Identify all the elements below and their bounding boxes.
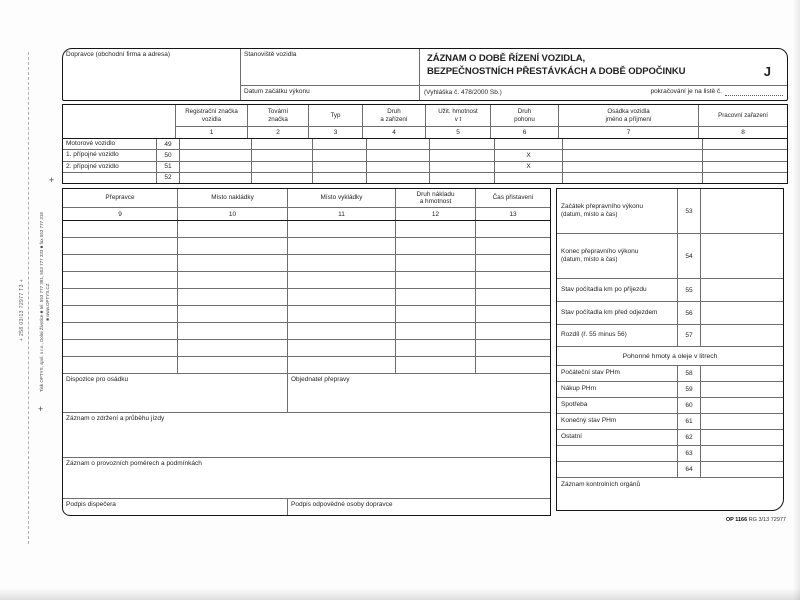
row-number: 62 [677, 430, 701, 445]
print-batch-code: RG 3/13 72977 [748, 517, 786, 523]
fuel-type-mark [495, 139, 563, 149]
cargo-header-labels [63, 189, 550, 207]
table-row-trailer-1 [63, 150, 787, 161]
col-header-payload: Užit. hmotnost v t [426, 105, 491, 126]
vehicle-table-header [63, 105, 787, 139]
col-header-cargo-kind: Druh nákladu a hmotnost [396, 189, 476, 207]
row-value-cell [701, 234, 783, 278]
row-value-cell [701, 398, 783, 413]
col-number: 9 [63, 208, 178, 220]
col-header-loading-place: Místo nakládky [178, 189, 288, 207]
col-number: 12 [396, 208, 476, 220]
row-number: 54 [677, 234, 701, 278]
col-number: 6 [491, 127, 559, 138]
transport-orderer-cell [288, 374, 550, 412]
form-title-line2: BEZPEČNOSTNÍCH PŘESTÁVKÁCH A DOBĚ ODPOČINKU [427, 65, 686, 77]
scan-shadow-bottom [0, 588, 800, 600]
row-value-cell [701, 462, 783, 477]
carrier-signature-cell [288, 499, 550, 515]
perforation-dashed-line [28, 52, 29, 544]
col-number: 5 [426, 127, 491, 138]
col-number: 7 [559, 127, 699, 138]
panel-row-56 [557, 302, 783, 325]
row-value-cell [701, 325, 783, 346]
row-value-cell [701, 189, 783, 233]
form-header-box [62, 48, 788, 101]
inspection-record-label: Záznam kontrolních orgánů [561, 481, 641, 488]
station-cell [241, 49, 420, 100]
col-number: 10 [178, 208, 288, 220]
panel-row-58 [557, 366, 783, 382]
printer-imprint-line2: ■ www.OPTYS.CZ [45, 283, 50, 321]
row-label: Konečný stav PHm [561, 417, 617, 425]
row-value-cell [701, 430, 783, 445]
row-number: 59 [677, 382, 701, 397]
performance-panel [556, 188, 784, 511]
row-number: 64 [677, 462, 701, 477]
panel-row-61 [557, 414, 783, 430]
dispatcher-signature-label: Podpis dispečera [66, 501, 116, 508]
cargo-empty-row [63, 323, 550, 340]
table-row-trailer-2 [63, 162, 787, 173]
row-sublabel: (datum, místo a čas) [561, 256, 618, 264]
row-label: Nákup PHm [561, 385, 597, 393]
edge-print-code: + 258 03/13 72977 T3 + [19, 278, 25, 342]
fuel-type-mark: X [495, 162, 563, 172]
row-value-cell [701, 279, 783, 301]
row-value-cell [701, 414, 783, 429]
col-number: 4 [363, 127, 426, 138]
row-label: 1. přípojné vozidlo [63, 150, 157, 160]
carrier-signature-label: Podpis odpovědné osoby dopravce [291, 501, 393, 508]
row-label: Začátek přepravního výkonu [561, 202, 644, 210]
col-header-carrier: Přepravce [63, 189, 178, 207]
row-label: Stav počítadla km před odjezdem [561, 308, 658, 316]
printer-imprint-line1: Tisk OPTYS, spol. s r.o., Dolní Životice ■ tel. 553 777 381, 553 777 333 ■ fax 553 777 318 [38, 212, 44, 392]
form-title-line1: ZÁZNAM O DOBĚ ŘÍZENÍ VOZIDLA, [427, 53, 586, 64]
row-number: 60 [677, 398, 701, 413]
crew-instructions-label: Dispozice pro osádku [66, 376, 129, 383]
row-number: 61 [677, 414, 701, 429]
col-number: 2 [248, 127, 309, 138]
continuation-dotted-line [725, 95, 783, 96]
col-header-arrival-time: Čas přistavení [492, 194, 534, 202]
col-header-make: Tovární značka [248, 105, 309, 126]
form-number: OP 1166 [725, 517, 748, 523]
col-number: 11 [288, 208, 396, 220]
row-label: Ostatní [561, 433, 582, 441]
vehicle-header-numbers [176, 126, 787, 138]
row-value-cell [701, 446, 783, 461]
col-header-type: Typ [309, 105, 363, 126]
panel-row-62 [557, 430, 783, 446]
cargo-empty-row [63, 357, 550, 374]
crew-instructions-cell [63, 374, 288, 412]
cargo-empty-row [63, 272, 550, 289]
cargo-header-numbers [63, 207, 550, 221]
panel-row-59 [557, 382, 783, 398]
continuation-note: pokračování je na listě č. [650, 87, 722, 95]
panel-row-64 [557, 462, 783, 478]
cargo-table-block [62, 188, 551, 516]
dispozice-objednatel-row [63, 374, 550, 413]
col-header-kind: Druh a zařízení [363, 105, 426, 126]
continuation-note-wrap [650, 88, 783, 98]
dispatcher-signature-cell [63, 499, 288, 515]
col-number: 1 [176, 127, 248, 138]
row-label: Rozdíl (ř. 55 minus 56) [561, 331, 627, 339]
row-label: 2. přípojné vozidlo [63, 162, 157, 172]
decree-row [420, 85, 787, 100]
panel-row-54 [557, 234, 783, 279]
col-header-crew: Osádka vozidla jméno a příjmení [559, 105, 699, 126]
conditions-record-cell [63, 458, 550, 499]
station-field [241, 49, 419, 85]
row-number: 63 [677, 446, 701, 461]
col-number: 8 [741, 129, 745, 136]
row-number: 50 [157, 150, 180, 160]
transport-orderer-label: Objednatel přepravy [291, 376, 350, 383]
row-value-cell [701, 382, 783, 397]
panel-row-55 [557, 279, 783, 302]
table-row-52 [63, 173, 787, 183]
col-number: 13 [509, 210, 517, 218]
col-number: 3 [309, 127, 363, 138]
cargo-empty-row [63, 306, 550, 323]
registration-mark-bottom: + [38, 404, 44, 414]
fuel-type-mark: X [495, 150, 563, 160]
series-letter: J [763, 64, 771, 79]
form-print-code [660, 517, 786, 523]
vehicle-table-body [63, 139, 787, 183]
row-label: Konec přepravního výkonu [561, 247, 639, 255]
panel-row-53 [557, 189, 783, 234]
start-date-label: Datum začátku výkonu [244, 88, 310, 95]
station-label: Stanoviště vozidla [244, 51, 297, 58]
panel-row-57 [557, 325, 783, 347]
row-number: 51 [157, 162, 180, 172]
row-label [63, 173, 157, 183]
row-number: 58 [677, 366, 701, 381]
row-number: 53 [677, 189, 701, 233]
cargo-empty-row [63, 289, 550, 306]
row-sublabel: (datum, místo a čas) [561, 211, 618, 219]
col-header-fuel-type: Druh pohonu [491, 105, 559, 126]
carrier-label: Dopravce (obchodní firma a adresa) [66, 51, 171, 58]
delay-record-cell [63, 413, 550, 458]
printer-imprint [39, 192, 51, 412]
col-header-unloading-place: Místo vykládky [288, 189, 396, 207]
vehicle-header-blank-cell [63, 105, 176, 138]
start-date-field [241, 85, 419, 100]
cargo-empty-row [63, 238, 550, 255]
panel-row-60 [557, 398, 783, 414]
scan-shadow-right [793, 0, 800, 600]
delay-record-label: Záznam o zdržení a průběhu jízdy [66, 415, 165, 422]
col-header-registration: Registrační značka vozidla [176, 105, 248, 126]
fuel-type-mark [495, 173, 563, 183]
cargo-empty-row [63, 221, 550, 238]
vehicle-header-labels [176, 105, 787, 126]
row-number: 57 [677, 325, 701, 346]
decree-note: (Vyhláška č. 478/2000 Sb.) [424, 88, 502, 96]
title-cell [420, 49, 787, 100]
row-value-cell [701, 302, 783, 324]
table-row-motor-vehicle [63, 139, 787, 150]
vehicle-header-columns [176, 105, 787, 138]
row-number: 56 [677, 302, 701, 324]
registration-mark-top: + [49, 175, 55, 185]
row-value-cell [701, 366, 783, 381]
col-header-job-title: Pracovní zařazení [718, 111, 768, 119]
inspection-record-cell [557, 478, 783, 510]
row-label: Stav počítadla km po příjezdu [561, 285, 647, 293]
row-number: 49 [157, 139, 180, 149]
carrier-cell [63, 49, 241, 100]
row-number: 55 [677, 279, 701, 301]
form-title [420, 49, 787, 85]
signatures-row [63, 499, 550, 515]
row-label: Počáteční stav PHm [561, 369, 620, 377]
row-number: 52 [157, 173, 180, 183]
panel-row-63 [557, 446, 783, 462]
vehicle-table [62, 104, 788, 184]
row-label: Spotřeba [561, 401, 588, 409]
conditions-record-label: Záznam o provozních poměrech a podmínkách [66, 460, 202, 467]
row-label: Motorové vozidlo [63, 139, 157, 149]
fuel-section-header: Pohonné hmoty a oleje v litrech [557, 347, 783, 366]
cargo-empty-row [63, 255, 550, 272]
cargo-empty-row [63, 340, 550, 357]
